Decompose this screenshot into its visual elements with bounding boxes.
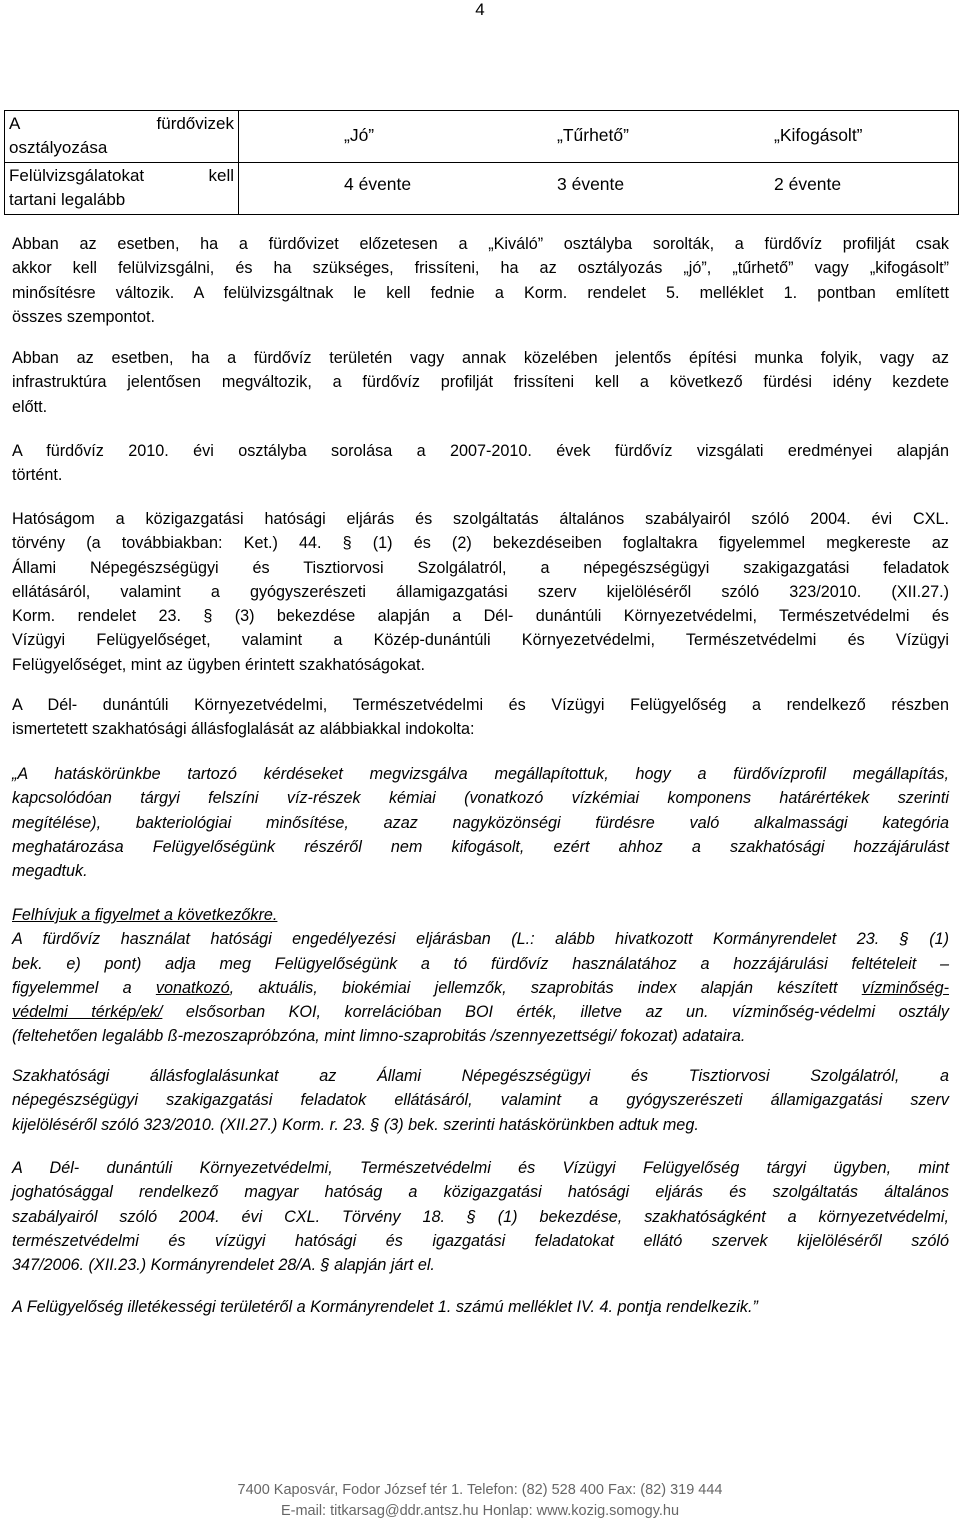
text-run-underlined: vonatkozó: [155, 978, 230, 997]
text-line: Korm. rendelet 23. § (3) bekezdése alapján a Dél- dunántúli Környezetvédelmi, Természetvédelmi és: [12, 607, 949, 626]
text-line: Felügyelőséget, mint az ügyben érintett szakhatóságokat.: [12, 655, 426, 674]
paragraph-jurisdiction: [12, 1156, 949, 1277]
text-line: meghatározása Felügyelőségünk részéről nem kifogásolt, ezért ahhoz a szakhatósági hozzájárulást: [12, 837, 949, 856]
text-line: Vízügyi Felügyelőséget, valamint a Közép-dunántúli Környezetvédelmi, Természetvédelmi és Vízügyi: [12, 631, 949, 650]
text-run: elsősorban KOI, korrelációban BOI érték, illetve az un. vízminőség-védelmi osztály: [162, 1003, 949, 1022]
interval-objectionable: 2 évente: [774, 174, 842, 194]
classification-label-cell: [5, 111, 239, 163]
text-line: akkor kell felülvizsgálni, és ha szükséges, frissíteni, ha az osztályozás „jó”, „tűrhető” vagy „kifogásolt”: [12, 259, 949, 278]
text-line: előtt.: [12, 397, 48, 416]
text-line: [12, 976, 949, 1000]
text-line: A fürdővíz használat hatósági engedélyezési eljárásban (L.: alább hivatkozott Kormányrendelet 23. § (1): [12, 930, 949, 949]
paragraph-authority-request: [12, 507, 949, 677]
text-line: Abban az esetben, ha a fürdővizet előzetesen a „Kiváló” osztályba sorolták, a fürdővíz profilját csak: [12, 235, 949, 253]
text-line: Szakhatósági állásfoglalásunkat az Állami Népegészségügyi és Tisztiorvosi Szolgálatról, a: [12, 1067, 949, 1085]
text-line: (feltehetően legalább ß-mezoszapróbzóna, mint limno-szaprobitás /szennyezettségi/ fokozat) adataira.: [12, 1027, 746, 1046]
text-line: kijelöléséről szóló 323/2010. (XII.27.) Korm. r. 23. § (3) bek. szerinti hatáskörünkben adtuk meg.: [12, 1115, 699, 1134]
text-run-underlined: védelmi térkép/ek/: [12, 1003, 163, 1022]
notice-title: Felhívjuk a figyelmet a következőkre.: [12, 906, 278, 924]
table-label-text: tartani legalább: [9, 190, 126, 209]
header-objectionable: „Kifogásolt”: [774, 125, 863, 145]
text-run: , aktuális, biokémiai jellemzők, szaprobitás index alapján készített: [229, 978, 862, 997]
text-line: kapcsolódóan tárgyi felszíni víz-részek kémiai (vonatkozó vízkémiai komponens határértékek szerinti: [12, 789, 949, 808]
paragraph-classification-2010: [12, 439, 949, 488]
text-line: Állami Népegészségügyi és Tisztiorvosi Szolgálatról, a népegészségügyi szakigazgatási feladatok: [12, 558, 949, 577]
interval-good: 4 évente: [344, 174, 412, 194]
table-row: [5, 163, 959, 215]
text-line: A Felügyelőség illetékességi területéről a Kormányrendelet 1. számú melléklet IV. 4. pontja rendelkezik.”: [12, 1298, 758, 1316]
text-line: Hatóságom a közigazgatási hatósági eljárás és szolgáltatás általános szabályairól szóló 2004. évi CXL.: [12, 510, 949, 528]
footer-contact: E-mail: titkarsag@ddr.antsz.hu Honlap: www.kozig.somogy.hu: [280, 1503, 680, 1519]
text-line: megadtuk.: [12, 862, 88, 881]
text-line: történt.: [12, 466, 63, 485]
interval-tolerable: 3 évente: [557, 174, 625, 194]
text-line: ellátásáról, valamint a gyógyszerészeti államigazgatási szerv kijelöléséről szóló 323/2010. (XII.27.): [12, 582, 949, 601]
text-run: figyelemmel a: [12, 978, 156, 997]
text-line: népegészségügyi szakigazgatási feladatok ellátásáról, valamint a gyógyszerészeti államigazgatási szerv: [12, 1091, 949, 1110]
text-line: „A hatáskörünkbe tartozó kérdéseket megvizsgálva megállapítottuk, hogy a fürdővízprofil megállapítás,: [12, 765, 949, 783]
text-line: A fürdővíz 2010. évi osztályba sorolása a 2007-2010. évek fürdővíz vizsgálati eredményei alapján: [12, 442, 949, 460]
text-run-underlined: vízminőség-: [861, 978, 949, 997]
text-line: minősítésre változik. A felülvizsgáltnak le kell fednie a Korm. rendelet 5. melléklet 1. pontban említett: [12, 283, 949, 302]
paragraph-opinion-basis: [12, 1064, 949, 1137]
table-label-text: kell: [208, 166, 234, 185]
text-line: szabályairól szóló 2004. évi CXL. Törvény 18. § (1) bekezdése, szakhatóságként a környezetvédelmi,: [12, 1207, 949, 1226]
text-line: Abban az esetben, ha a fürdővíz területén vagy annak közelében jelentős építési munka folyik, vagy az: [12, 349, 949, 367]
header-tolerable: „Tűrhető”: [557, 125, 629, 145]
paragraph-territorial-competence: [12, 1295, 949, 1319]
text-line: infrastruktúra jelentősen megváltozik, a fürdővíz profilját frissíteni kell a következő fürdési idény kezdete: [12, 373, 949, 392]
table-row: [5, 111, 959, 163]
review-label-cell: [5, 163, 239, 215]
text-line: ismertetett szakhatósági állásfoglalását az alábbiakkal indokolta:: [12, 720, 475, 739]
text-line: bek. e) pont) adja meg Felügyelőségünk a tó fürdővíz használatához a hozzájárulási feltételeit –: [12, 954, 949, 973]
text-line: összes szempontot.: [12, 307, 156, 326]
classification-values-cell: [239, 111, 959, 163]
footer: [0, 1480, 960, 1522]
paragraph-attention-notice: [12, 903, 949, 1049]
table-label-text: Felülvizsgálatokat: [9, 166, 145, 185]
footer-address: 7400 Kaposvár, Fodor József tér 1. Telefon: (82) 528 400 Fax: (82) 319 444: [237, 1482, 723, 1498]
text-line: A Dél- dunántúli Környezetvédelmi, Természetvédelmi és Vízügyi Felügyelőség a rendelkező részben: [12, 696, 949, 714]
text-line: A Dél- dunántúli Környezetvédelmi, Természetvédelmi és Vízügyi Felügyelőség tárgyi ügyben, mint: [12, 1159, 949, 1177]
text-line: megítélése), bakteriológiai minősítése, azaz nagyközönségi fürdésre való alkalmassági kategória: [12, 813, 949, 832]
table-label-text: A: [9, 114, 21, 133]
table-label-text: osztályozása: [9, 138, 108, 157]
page-number: 4: [475, 0, 485, 19]
header-good: „Jó”: [344, 125, 375, 145]
text-line: [12, 1000, 949, 1024]
text-line: törvény (a továbbiakban: Ket.) 44. § (1) és (2) bekezdéseiben foglaltakra figyelemmel megkereste az: [12, 534, 949, 553]
table-label-text: fürdővizek: [156, 114, 234, 133]
paragraph-construction: [12, 346, 949, 419]
review-values-cell: [239, 163, 959, 215]
paragraph-inspectorate-opinion: [12, 693, 949, 742]
text-line: 347/2006. (XII.23.) Kormányrendelet 28/A. § alapján járt el.: [12, 1256, 435, 1275]
text-line: természetvédelmi és vízügyi hatósági és igazgatási feladatokat ellátó szervek kijelöléséről szóló: [12, 1231, 949, 1250]
bathing-water-classification-table: [4, 110, 959, 215]
text-line: joghatósággal rendelkező magyar hatóság a közigazgatási hatósági eljárás és szolgáltatás általános: [12, 1183, 949, 1202]
paragraph-profile-review: [12, 232, 949, 329]
paragraph-quoted-findings: [12, 762, 949, 883]
